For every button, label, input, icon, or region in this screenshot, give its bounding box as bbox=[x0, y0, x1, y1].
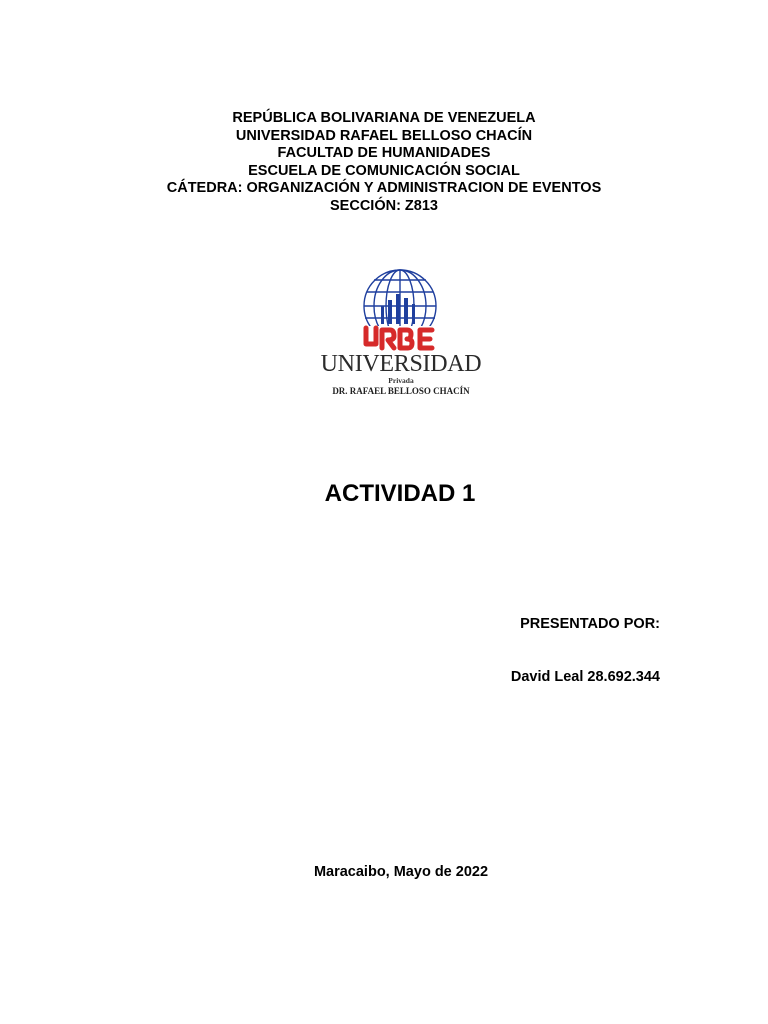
document-header bbox=[0, 110, 768, 215]
header-line-course: CÁTEDRA: ORGANIZACIÓN Y ADMINISTRACION DE EVENTOS bbox=[166, 180, 602, 196]
header-line-faculty: FACULTAD DE HUMANIDADES bbox=[277, 145, 491, 161]
activity-title: ACTIVIDAD 1 bbox=[324, 480, 476, 507]
logo-private-label: Privada bbox=[388, 376, 414, 385]
globe-urbe-logo-icon bbox=[360, 266, 440, 356]
header-line-section: SECCIÓN: Z813 bbox=[330, 197, 438, 214]
student-info: David Leal 28.692.344 bbox=[510, 669, 660, 685]
header-line-country: REPÚBLICA BOLIVARIANA DE VENEZUELA bbox=[232, 110, 536, 126]
presented-by-label: PRESENTADO POR: bbox=[520, 616, 660, 632]
header-line-school: ESCUELA DE COMUNICACIÓN SOCIAL bbox=[248, 162, 520, 179]
header-line-university: UNIVERSIDAD RAFAEL BELLOSO CHACÍN bbox=[235, 127, 533, 144]
place-date: Maracaibo, Mayo de 2022 bbox=[313, 864, 489, 880]
logo-university-name: DR. RAFAEL BELLOSO CHACÍN bbox=[332, 386, 470, 396]
logo-wordmark: UNIVERSIDAD bbox=[320, 351, 482, 377]
university-logo bbox=[318, 266, 486, 400]
